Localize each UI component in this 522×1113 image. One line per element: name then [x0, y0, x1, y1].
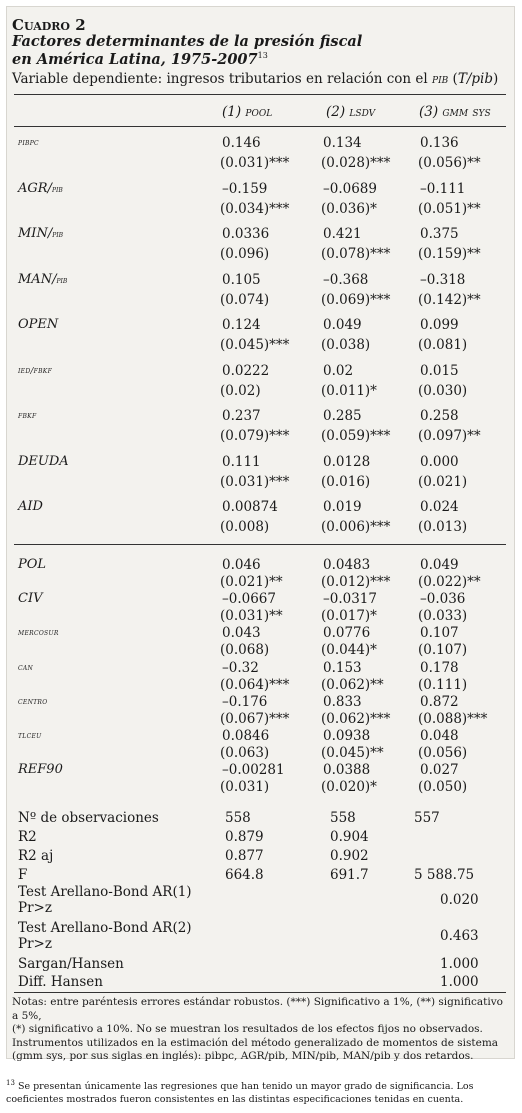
stat-label: F [18, 867, 28, 883]
stat-label: Sargan/Hansen [18, 956, 124, 972]
variable-label: POL [18, 557, 47, 572]
std-error-cell: (0.031) [220, 779, 270, 796]
std-error-cell: (0.028)*** [321, 155, 391, 171]
coefficient-cell: 0.285 [323, 408, 362, 424]
std-error-cell: (0.056) [418, 745, 468, 761]
variable-label: centro [18, 696, 48, 707]
coefficient-cell: 0.421 [323, 226, 362, 242]
coefficient-cell: 0.153 [323, 659, 362, 676]
notes-line2: (*) significativo a 10%. No se muestran los resultados de los efectos fijos no observados. [12, 1023, 483, 1035]
std-error-cell: (0.062)** [321, 676, 384, 693]
coefficient-cell: 0.134 [323, 135, 362, 151]
coefficient-cell: 0.027 [420, 762, 459, 779]
coefficient-cell: 0.02 [323, 362, 354, 379]
coefficient-cell: 0.0846 [222, 728, 270, 744]
stat-value: 1.000 [440, 974, 479, 990]
stat-value: 691.7 [330, 867, 369, 883]
std-error-cell: (0.107) [418, 642, 468, 659]
std-error-cell: (0.011)* [321, 382, 377, 399]
coefficient-cell: 0.049 [323, 317, 362, 333]
column-header-lsdv: (2) lsdv [326, 104, 376, 120]
std-error-cell: (0.034)*** [220, 200, 290, 217]
stat-value: 5 588.75 [414, 867, 475, 883]
std-error-cell: (0.006)*** [321, 519, 391, 535]
test-value: 0.020 [440, 892, 479, 908]
std-error-cell: (0.036)* [321, 200, 377, 217]
std-error-cell: (0.021) [418, 473, 468, 490]
variable-label: MAN/pib [18, 271, 68, 287]
std-error-cell: (0.069)*** [321, 291, 391, 308]
stat-value: 0.879 [225, 829, 264, 845]
std-error-cell: (0.142)** [418, 291, 481, 308]
std-error-cell: (0.017)* [321, 608, 377, 625]
coefficient-cell: 0.0483 [323, 557, 371, 573]
variable-label: mercosur [18, 628, 59, 639]
coefficient-cell: 0.0776 [323, 625, 371, 642]
std-error-cell: (0.044)* [321, 642, 377, 659]
coefficient-cell: 0.0336 [222, 226, 270, 242]
std-error-cell: (0.064)*** [220, 676, 290, 693]
coefficient-cell: 0.024 [420, 499, 459, 515]
coefficient-cell: 0.0938 [323, 728, 371, 744]
std-error-cell: (0.096) [220, 246, 270, 262]
std-error-cell: (0.062)*** [321, 710, 391, 727]
coefficient-cell: 0.099 [420, 317, 459, 333]
coefficient-cell: 0.375 [420, 226, 459, 242]
coefficient-cell: 0.043 [222, 625, 261, 642]
rule-header [14, 126, 506, 127]
std-error-cell: (0.056)** [418, 155, 481, 171]
stat-label: R2 aj [18, 848, 54, 864]
std-error-cell: (0.050) [418, 779, 468, 796]
coefficient-cell: –0.176 [222, 693, 268, 710]
stat-value: 1.000 [440, 956, 479, 972]
coefficient-cell: –0.111 [420, 180, 466, 197]
coefficient-cell: 0.049 [420, 557, 459, 573]
coefficient-cell: 0.105 [222, 271, 261, 288]
std-error-cell: (0.045)*** [220, 337, 290, 353]
table-subtitle: Variable dependiente: ingresos tributarios en relación con el pib (T/pib) [12, 71, 499, 87]
rule-bottom [14, 992, 506, 993]
variable-label: ied/fbkf [18, 365, 53, 376]
rule-middle [14, 544, 506, 545]
variable-label: CIV [18, 591, 43, 607]
coefficient-cell: 0.0222 [222, 362, 270, 379]
coefficient-cell: –0.32 [222, 659, 259, 676]
table-title-line2: en América Latina, 1975-2007$^{13}$ [12, 51, 268, 68]
test-label: Test Arellano-Bond AR(1) [18, 884, 192, 900]
test-sublabel: Pr>z [18, 936, 52, 952]
std-error-cell: (0.012)*** [321, 574, 391, 590]
std-error-cell: (0.031)*** [220, 155, 290, 171]
std-error-cell: (0.033) [418, 608, 468, 625]
coefficient-cell: 0.833 [323, 693, 362, 710]
coefficient-cell: 0.048 [420, 728, 459, 744]
variable-label: AGR/pib [18, 180, 63, 196]
std-error-cell: (0.097)** [418, 428, 481, 444]
std-error-cell: (0.088)*** [418, 710, 488, 727]
coefficient-cell: –0.0689 [323, 180, 377, 197]
page-footnote: $^{13}$ Se presentan únicamente las regresiones que han tenido un mayor grado de significancia. Los coeficientes mostrados fueron consistentes en las distintas especificaciones tenidas en cuenta. [6, 1079, 474, 1106]
variable-label: AID [18, 499, 43, 514]
std-error-cell: (0.059)*** [321, 428, 391, 444]
variable-label: fbkf [18, 411, 37, 421]
test-value: 0.463 [440, 928, 479, 944]
std-error-cell: (0.159)** [418, 246, 481, 262]
std-error-cell: (0.111) [418, 676, 468, 693]
coefficient-cell: –0.318 [420, 271, 466, 288]
std-error-cell: (0.063) [220, 745, 270, 761]
std-error-cell: (0.078)*** [321, 246, 391, 262]
coefficient-cell: 0.124 [222, 317, 261, 333]
coefficient-cell: 0.237 [222, 408, 261, 424]
stat-value: 557 [414, 810, 440, 826]
column-header-gmm: (3) gmm sys [419, 104, 491, 120]
std-error-cell: (0.079)*** [220, 428, 290, 444]
std-error-cell: (0.038) [321, 337, 371, 353]
coefficient-cell: 0.146 [222, 135, 261, 151]
stat-value: 558 [330, 810, 356, 826]
coefficient-cell: 0.015 [420, 362, 459, 379]
std-error-cell: (0.016) [321, 473, 371, 490]
coefficient-cell: 0.258 [420, 408, 459, 424]
coefficient-cell: –0.0317 [323, 591, 377, 608]
test-sublabel: Pr>z [18, 900, 52, 916]
std-error-cell: (0.022)** [418, 574, 481, 590]
coefficient-cell: –0.036 [420, 591, 466, 608]
coefficient-cell: 0.111 [222, 453, 261, 470]
stat-value: 0.877 [225, 848, 264, 864]
footnote-number: 13 [6, 1079, 15, 1087]
test-label: Test Arellano-Bond AR(2) [18, 920, 192, 936]
coefficient-cell: 0.136 [420, 135, 459, 151]
std-error-cell: (0.051)** [418, 200, 481, 217]
std-error-cell: (0.068) [220, 642, 270, 659]
coefficient-cell: 0.000 [420, 453, 459, 470]
std-error-cell: (0.074) [220, 291, 270, 308]
stat-value: 664.8 [225, 867, 264, 883]
coefficient-cell: –0.368 [323, 271, 369, 288]
coefficient-cell: 0.046 [222, 557, 261, 573]
notes-line4: (gmm sys, por sus siglas en inglés): pibpc, AGR/pib, MIN/pib, MAN/pib y dos retardos. [12, 1050, 474, 1062]
std-error-cell: (0.008) [220, 519, 270, 535]
variable-label: tlceu [18, 731, 42, 741]
std-error-cell: (0.067)*** [220, 710, 290, 727]
column-header-pool: (1) pool [222, 104, 273, 120]
stat-label: R2 [18, 829, 37, 845]
std-error-cell: (0.021)** [220, 574, 283, 590]
std-error-cell: (0.031)** [220, 608, 283, 625]
coefficient-cell: 0.0388 [323, 762, 371, 779]
coefficient-cell: 0.178 [420, 659, 459, 676]
coefficient-cell: –0.0667 [222, 591, 276, 608]
table-notes [12, 996, 508, 1064]
table-title-line1: Factores determinantes de la presión fiscal [12, 33, 363, 50]
coefficient-cell: 0.0128 [323, 453, 371, 470]
table-caption: Cuadro 2 [12, 16, 86, 34]
std-error-cell: (0.02) [220, 382, 261, 399]
coefficient-cell: –0.159 [222, 180, 268, 197]
stat-label: Diff. Hansen [18, 974, 103, 990]
variable-label: REF90 [18, 762, 63, 778]
coefficient-cell: –0.00281 [222, 762, 285, 779]
std-error-cell: (0.031)*** [220, 473, 290, 490]
coefficient-cell: 0.019 [323, 499, 362, 515]
notes-line3: Instrumentos utilizados en la estimación del método generalizado de momentos de sistema [12, 1036, 499, 1049]
variable-label: DEUDA [18, 453, 69, 469]
variable-label: can [18, 662, 34, 673]
std-error-cell: (0.013) [418, 519, 468, 535]
stat-value: 0.904 [330, 829, 369, 845]
variable-label: pibpc [18, 138, 39, 148]
stat-label: Nº de observaciones [18, 810, 159, 826]
std-error-cell: (0.081) [418, 337, 468, 353]
stat-value: 558 [225, 810, 251, 826]
std-error-cell: (0.030) [418, 382, 468, 399]
std-error-cell: (0.020)* [321, 779, 377, 796]
variable-label: OPEN [18, 317, 59, 332]
coefficient-cell: 0.872 [420, 693, 459, 710]
coefficient-cell: 0.107 [420, 625, 459, 642]
footnote-mark: 13 [257, 51, 268, 61]
stat-value: 0.902 [330, 848, 369, 864]
coefficient-cell: 0.00874 [222, 499, 278, 515]
variable-label: MIN/pib [18, 226, 64, 241]
rule-top [14, 94, 506, 95]
std-error-cell: (0.045)** [321, 745, 384, 761]
notes-line1: Notas: entre paréntesis errores estándar robustos. (***) Significativo a 1%, (**) significativo a 5%, [12, 996, 503, 1022]
